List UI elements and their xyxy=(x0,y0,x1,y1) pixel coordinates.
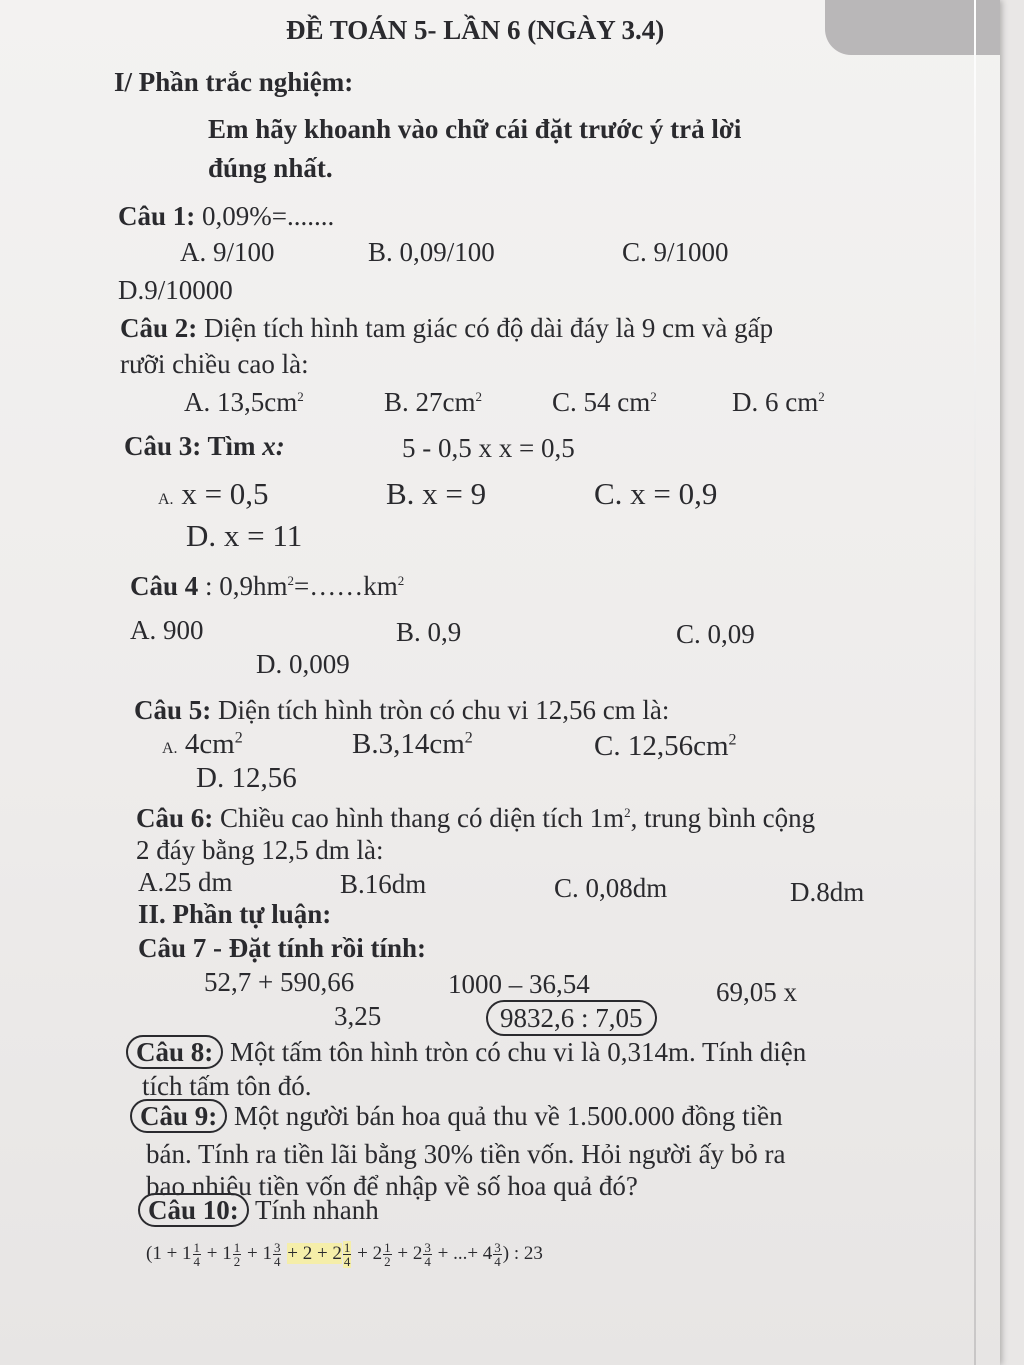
q1-option-c[interactable]: C. 9/1000 xyxy=(622,237,729,267)
q6-option-a[interactable]: A.25 dm xyxy=(138,867,233,897)
expr-part-0: (1 + 1 xyxy=(146,1243,192,1264)
fraction-1-num: 1 xyxy=(193,1240,201,1256)
fraction-2 xyxy=(233,1241,242,1268)
question-6 xyxy=(136,802,815,834)
part1-heading: I/ Phần trắc nghiệm: xyxy=(114,67,354,97)
q5-option-c-sup: 2 xyxy=(728,731,737,749)
fraction-4 xyxy=(343,1241,352,1268)
question-9-line2: bán. Tính ra tiền lãi bằng 30% tiền vốn. Hỏi người ấy bỏ ra xyxy=(146,1139,786,1169)
question-8-line1: Một tấm tôn hình tròn có chu vi là 0,314m. Tính diện xyxy=(230,1037,807,1067)
page-title: ĐỀ TOÁN 5- LẦN 6 (NGÀY 3.4) xyxy=(286,15,665,45)
q3-option-d[interactable]: D. x = 11 xyxy=(186,518,303,553)
q5-option-b-text: B.3,14cm xyxy=(352,728,465,760)
q2-option-c-text: C. 54 cm xyxy=(552,387,651,417)
q6-option-c[interactable]: C. 0,08dm xyxy=(554,873,668,903)
q7-expr-4-circled: 9832,6 : 7,05 xyxy=(486,1000,657,1036)
q2-option-b-text: B. 27cm xyxy=(384,387,476,417)
q7-expr-3-second: 3,25 xyxy=(334,1001,382,1031)
fraction-2-num: 1 xyxy=(233,1240,241,1256)
question-3 xyxy=(124,430,285,462)
q5-option-b[interactable] xyxy=(352,728,473,760)
expr-part-4: + 2 xyxy=(357,1243,383,1264)
fraction-3-den: 4 xyxy=(273,1254,281,1270)
expr-part-7: ) : 23 xyxy=(502,1243,543,1264)
q2-option-b-sup: 2 xyxy=(475,389,482,404)
q5-option-c[interactable] xyxy=(594,730,737,762)
q2-option-d-text: D. 6 cm xyxy=(732,387,819,417)
question-3-label: Câu 3: Tìm xyxy=(124,431,256,461)
paper-edge xyxy=(974,0,976,1365)
question-4-pre: : 0,9hm xyxy=(205,571,288,601)
q2-option-a-sup: 2 xyxy=(297,389,304,404)
question-5-text: Diện tích hình tròn có chu vi 12,56 cm là: xyxy=(218,695,670,725)
q2-option-a-text: A. 13,5cm xyxy=(184,387,298,417)
fraction-5 xyxy=(383,1241,392,1268)
question-1 xyxy=(118,200,334,232)
question-5 xyxy=(134,694,669,726)
fraction-6 xyxy=(423,1241,432,1268)
q7-expr-2: 1000 – 36,54 xyxy=(448,969,590,999)
question-4-sup1: 2 xyxy=(287,573,295,588)
fraction-3 xyxy=(273,1241,282,1268)
question-5-label: Câu 5: xyxy=(134,695,212,725)
q4-option-b[interactable]: B. 0,9 xyxy=(396,617,462,647)
fraction-6-den: 4 xyxy=(424,1254,431,1270)
q3-option-a-letter: A. xyxy=(158,491,174,508)
q7-expr-3: 69,05 x xyxy=(716,977,797,1007)
instruction-line2: đúng nhất. xyxy=(208,153,333,183)
question-6-line2: 2 đáy bằng 12,5 dm là: xyxy=(136,835,384,865)
q6-option-d[interactable]: D.8dm xyxy=(790,877,865,907)
question-10 xyxy=(138,1194,379,1226)
q4-option-c[interactable]: C. 0,09 xyxy=(676,619,755,649)
fraction-1 xyxy=(193,1241,202,1268)
question-7-label: Câu 7 - Đặt tính rồi tính: xyxy=(138,933,427,963)
q1-option-d[interactable]: D.9/10000 xyxy=(118,275,233,305)
q3-option-a-text: x = 0,5 xyxy=(181,476,269,511)
expr-part-5: + 2 xyxy=(397,1243,423,1264)
fraction-3-num: 3 xyxy=(273,1240,281,1256)
q5-option-a-letter: A. xyxy=(162,740,178,757)
fraction-5-num: 1 xyxy=(384,1240,391,1256)
fraction-4-num: 1 xyxy=(343,1240,351,1256)
question-6-label: Câu 6: xyxy=(136,803,214,833)
question-1-label: Câu 1: xyxy=(118,201,196,231)
question-2-line1: Diện tích hình tam giác có độ dài đáy là 9 cm và gấp xyxy=(204,313,774,343)
question-10-label: Câu 10: xyxy=(138,1193,249,1227)
q5-option-b-sup: 2 xyxy=(464,729,473,747)
fraction-6-num: 3 xyxy=(424,1240,431,1256)
question-2 xyxy=(120,312,773,344)
q7-expr-4 xyxy=(486,1002,657,1034)
question-8-label: Câu 8: xyxy=(126,1035,223,1069)
q7-expr-1: 52,7 + 590,66 xyxy=(204,967,355,997)
question-4-label: Câu 4 xyxy=(130,571,199,601)
q6-option-b[interactable]: B.16dm xyxy=(340,869,427,899)
q4-option-a[interactable]: A. 900 xyxy=(130,615,204,645)
question-3-var: x: xyxy=(262,431,285,461)
q5-option-a-sup: 2 xyxy=(234,729,243,747)
fraction-7 xyxy=(493,1241,502,1268)
fraction-7-den: 4 xyxy=(494,1254,501,1270)
question-3-equation: 5 - 0,5 x x = 0,5 xyxy=(402,433,575,463)
fraction-2-den: 2 xyxy=(233,1254,241,1270)
question-4-sup2: 2 xyxy=(397,573,405,588)
question-4-mid: =……km xyxy=(294,571,398,601)
expr-part-3: + 2 + 2 xyxy=(287,1243,342,1264)
question-2-label: Câu 2: xyxy=(120,313,198,343)
expr-part-6: + ...+ 4 xyxy=(437,1243,493,1264)
question-9-line1: Một người bán hoa quả thu về 1.500.000 đồng tiền xyxy=(234,1101,783,1131)
question-10-text: Tính nhanh xyxy=(255,1195,379,1225)
question-9-line3: bao nhiêu tiền vốn để nhập về số hoa quả đó? xyxy=(146,1171,638,1201)
q4-option-d[interactable]: D. 0,009 xyxy=(256,649,350,679)
q5-option-c-text: C. 12,56cm xyxy=(594,730,729,762)
question-4 xyxy=(130,570,404,602)
q5-option-d[interactable]: D. 12,56 xyxy=(196,762,297,794)
q5-option-a[interactable] xyxy=(162,728,243,765)
expr-part-1: + 1 xyxy=(206,1243,232,1264)
question-8 xyxy=(126,1036,806,1068)
q1-option-b[interactable]: B. 0,09/100 xyxy=(368,237,495,267)
instruction-line1: Em hãy khoanh vào chữ cái đặt trước ý trả lời xyxy=(208,114,742,144)
q2-option-d[interactable] xyxy=(732,386,825,418)
question-8-line2: tích tấm tôn đó. xyxy=(142,1071,312,1101)
fraction-4-den: 4 xyxy=(343,1254,351,1270)
q2-option-d-sup: 2 xyxy=(818,389,825,404)
q5-option-a-text: 4cm xyxy=(184,728,235,760)
q1-option-a[interactable]: A. 9/100 xyxy=(180,237,275,267)
q2-option-c-sup: 2 xyxy=(650,389,657,404)
question-9 xyxy=(130,1100,783,1132)
question-2-line2: rưỡi chiều cao là: xyxy=(120,349,309,379)
question-10-expression xyxy=(146,1238,543,1270)
question-1-text: 0,09%=....... xyxy=(202,201,335,231)
q3-option-b[interactable]: B. x = 9 xyxy=(386,476,487,511)
question-6-post: , trung bình cộng xyxy=(630,803,816,833)
q3-option-c[interactable]: C. x = 0,9 xyxy=(594,476,718,511)
q2-option-a[interactable] xyxy=(184,386,304,418)
question-6-pre: Chiều cao hình thang có diện tích 1m xyxy=(220,803,625,833)
question-9-label: Câu 9: xyxy=(130,1099,227,1133)
q2-option-b[interactable] xyxy=(384,386,482,418)
q2-option-c[interactable] xyxy=(552,386,657,418)
expr-part-2: + 1 xyxy=(247,1243,272,1264)
fraction-1-den: 4 xyxy=(193,1254,201,1270)
fraction-5-den: 2 xyxy=(384,1254,391,1270)
question-6-sup: 2 xyxy=(624,805,631,820)
part2-heading: II. Phần tự luận: xyxy=(138,899,332,929)
q3-option-a[interactable] xyxy=(158,478,269,516)
fraction-7-num: 3 xyxy=(494,1240,501,1256)
